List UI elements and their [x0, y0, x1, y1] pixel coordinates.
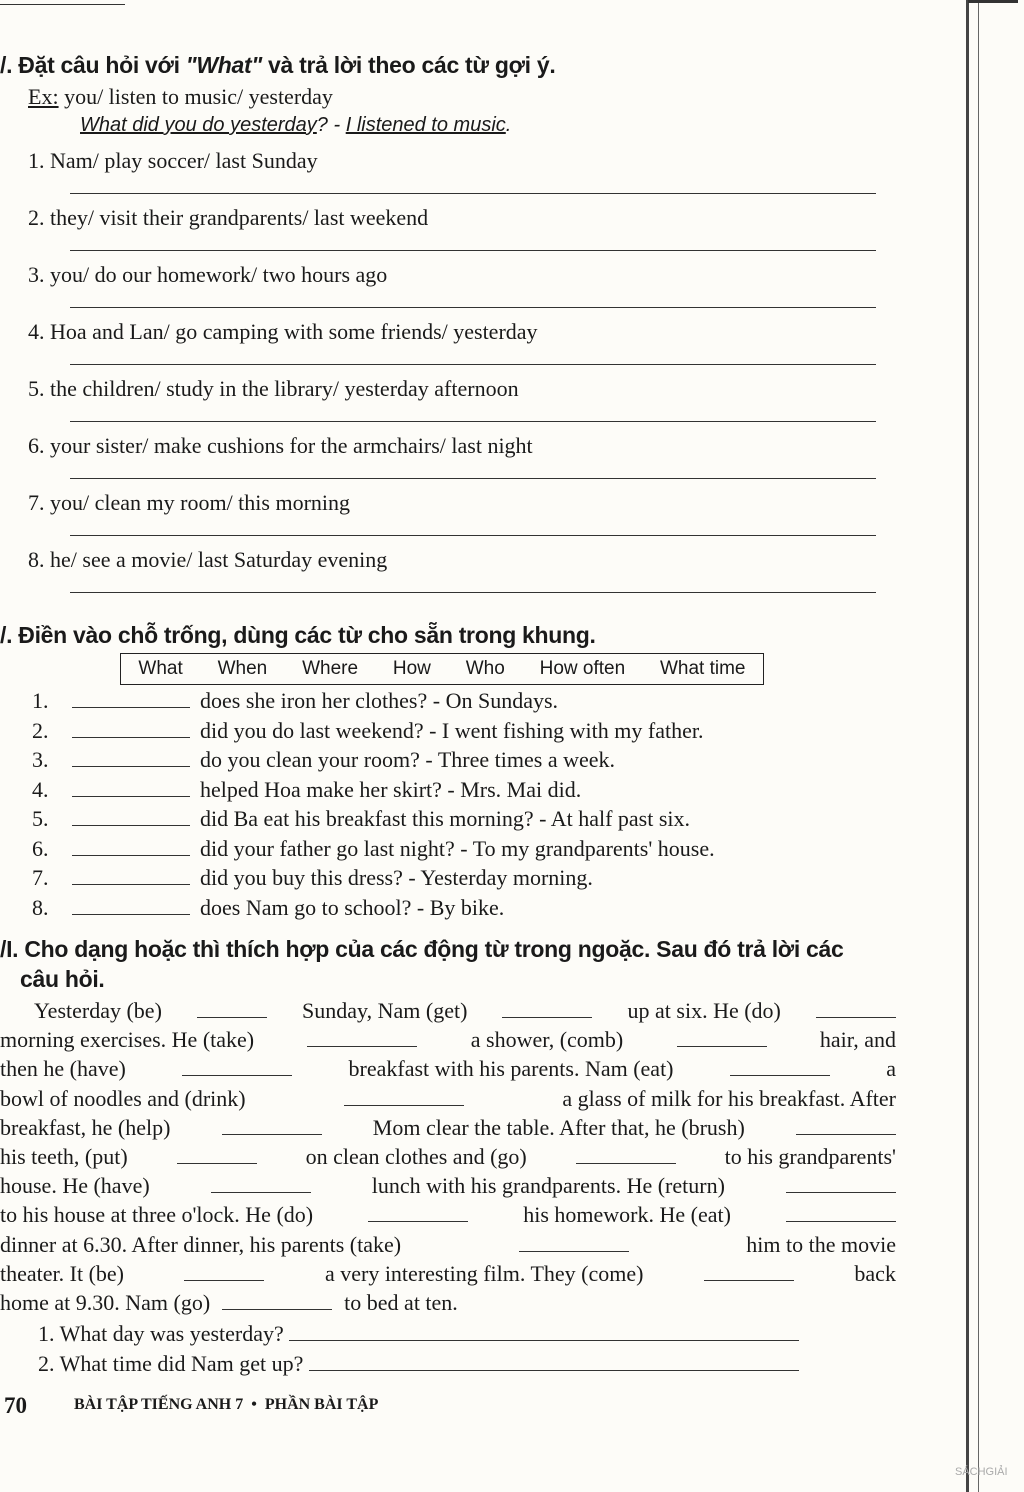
verb-blank	[222, 1291, 332, 1310]
page-number: 70	[4, 1393, 27, 1418]
verb-blank	[184, 1262, 264, 1281]
word-box	[120, 653, 764, 685]
item-number: 2.	[28, 205, 50, 230]
section5-heading: /. Điền vào chỗ trống, dùng các từ cho sẵn trong khung.	[0, 622, 596, 648]
word-option: Where	[302, 658, 359, 679]
verb-blank	[519, 1233, 629, 1252]
section6-heading-line1: /I. Cho dạng hoặc thì thích hợp của các động từ trong ngoặc. Sau đó trả lời các	[0, 936, 844, 962]
answer-line	[70, 364, 876, 365]
question-text: What time did Nam get up?	[59, 1351, 309, 1376]
answer-question	[38, 1321, 799, 1347]
item-prompt: you/ do our homework/ two hours ago	[50, 262, 388, 287]
fill-item	[32, 895, 504, 921]
question-item	[28, 433, 533, 459]
answer-question	[38, 1351, 799, 1377]
item-prompt: he/ see a movie/ last Saturday evening	[50, 547, 388, 572]
paragraph-text: lunch with his grandparents. He (return)	[371, 1173, 725, 1199]
item-text: did you do last weekend? - I went fishing with my father.	[200, 717, 704, 743]
paragraph-text: then he (have)	[0, 1056, 126, 1082]
paragraph-line	[0, 1232, 896, 1258]
item-prompt: your sister/ make cushions for the armchairs/ last night	[50, 433, 533, 458]
paragraph-text: to bed at ten.	[344, 1290, 458, 1315]
verb-blank	[796, 1116, 896, 1135]
item-number: 1.	[32, 688, 49, 713]
example-answer: What did you do yesterday? - I listened to music.	[80, 114, 512, 136]
item-number: 6.	[28, 433, 50, 458]
word-option: What time	[659, 658, 746, 679]
paragraph-text: a	[886, 1056, 896, 1082]
item-number: 1.	[28, 148, 50, 173]
fill-blank	[72, 896, 190, 915]
paragraph-line	[0, 1202, 896, 1228]
paragraph-text: up at six. He (do)	[627, 998, 781, 1023]
fill-item	[32, 777, 581, 803]
verb-blank	[211, 1174, 311, 1193]
item-prompt: they/ visit their grandparents/ last weekend	[50, 205, 429, 230]
paragraph-text: his teeth, (put)	[0, 1144, 128, 1169]
item-number: 5.	[32, 806, 49, 831]
item-text: do you clean your room? - Three times a week.	[200, 747, 616, 772]
verb-blank	[576, 1145, 676, 1164]
paragraph-text: on clean clothes and (go)	[305, 1144, 527, 1169]
fill-item	[32, 806, 690, 832]
word-option: How	[392, 658, 431, 679]
verb-blank	[197, 999, 267, 1018]
verb-blank	[730, 1057, 830, 1076]
paragraph-text: hair, and	[819, 1027, 896, 1053]
item-number: 4.	[32, 776, 49, 802]
paragraph-text: morning exercises. He (take)	[0, 1027, 255, 1053]
question-text: What day was yesterday?	[59, 1321, 290, 1346]
item-prompt: you/ clean my room/ this morning	[50, 490, 351, 515]
item-number: 6.	[32, 835, 49, 861]
paragraph-text: his homework. He (eat)	[523, 1202, 731, 1228]
paragraph-text: Sunday, Nam (get)	[302, 998, 468, 1023]
answer-blank	[309, 1352, 799, 1371]
paragraph-line	[0, 1261, 896, 1287]
question-item	[28, 148, 318, 174]
verb-blank	[182, 1057, 292, 1076]
paragraph-text: Yesterday (be)	[34, 998, 162, 1023]
paragraph-line	[0, 998, 896, 1024]
verb-blank	[786, 1174, 896, 1193]
section6-heading-line2: câu hỏi.	[20, 966, 105, 992]
fill-blank	[72, 778, 190, 797]
fill-blank	[72, 837, 190, 856]
question-item	[28, 376, 519, 402]
paragraph-text: him to the movie	[746, 1231, 896, 1257]
paragraph-text: Mom clear the table. After that, he (brush)	[372, 1114, 745, 1140]
verb-blank	[307, 1028, 417, 1047]
paragraph-line	[0, 1056, 896, 1082]
question-item	[28, 319, 538, 345]
item-text: does she iron her clothes? - On Sundays.	[200, 688, 559, 713]
answer-line	[70, 193, 876, 194]
verb-blank	[502, 999, 592, 1018]
item-text: does Nam go to school? - By bike.	[200, 894, 505, 920]
example-prompt: Ex: you/ listen to music/ yesterday	[28, 84, 333, 109]
fill-item	[32, 865, 593, 891]
paragraph-text: back	[854, 1260, 896, 1286]
item-prompt: Nam/ play soccer/ last Sunday	[50, 148, 318, 173]
item-number: 7.	[28, 490, 50, 515]
paragraph-text: house. He (have)	[0, 1173, 150, 1199]
fill-item	[32, 688, 558, 714]
paragraph-text: to his house at three o'lock. He (do)	[0, 1202, 314, 1228]
verb-blank	[344, 1087, 464, 1106]
paragraph-text: home at 9.30. Nam (go)	[0, 1290, 211, 1315]
fill-blank	[72, 689, 190, 708]
paragraph-text: breakfast with his parents. Nam (eat)	[348, 1056, 674, 1082]
answer-line	[70, 250, 876, 251]
item-number: 1.	[38, 1321, 60, 1346]
paragraph-line	[0, 1115, 896, 1141]
verb-blank	[786, 1203, 896, 1222]
fill-blank	[72, 807, 190, 826]
top-rule	[0, 4, 125, 5]
fill-item	[32, 718, 703, 744]
item-text: did you buy this dress? - Yesterday morning.	[200, 865, 593, 890]
answer-line	[70, 535, 876, 536]
answer-line	[70, 307, 876, 308]
item-number: 3.	[32, 747, 49, 772]
verb-blank	[222, 1116, 322, 1135]
verb-blank	[368, 1203, 468, 1222]
word-option: What	[138, 658, 183, 679]
paragraph-text: a very interesting film. They (come)	[324, 1260, 644, 1286]
paragraph-line	[0, 1027, 896, 1053]
footer-text: BÀI TẬP TIẾNG ANH 7 • PHẦN BÀI TẬP	[74, 1396, 379, 1413]
paragraph-text: a shower, (comb)	[470, 1027, 624, 1053]
fill-blank	[72, 719, 190, 738]
item-number: 8.	[32, 894, 49, 920]
verb-blank	[177, 1145, 257, 1164]
answer-line	[70, 592, 876, 593]
answer-line	[70, 421, 876, 422]
paragraph-text: dinner at 6.30. After dinner, his parents (take)	[0, 1231, 402, 1257]
verb-blank	[677, 1028, 767, 1047]
answer-blank	[289, 1322, 799, 1341]
paragraph-text: theater. It (be)	[0, 1260, 124, 1286]
verb-blank	[704, 1262, 794, 1281]
verb-blank	[816, 999, 896, 1018]
question-item	[28, 547, 387, 573]
paragraph-text: to his grandparents'	[724, 1144, 896, 1169]
paragraph-line	[0, 1290, 896, 1316]
word-option: When	[217, 658, 268, 679]
question-item	[28, 205, 428, 231]
paragraph-text: a glass of milk for his breakfast. After	[562, 1085, 896, 1111]
question-item	[28, 262, 387, 288]
paragraph-text: bowl of noodles and (drink)	[0, 1085, 246, 1111]
section4-heading: /. Đặt câu hỏi với "What" và trả lời theo các từ gợi ý.	[0, 52, 556, 78]
item-number: 2.	[38, 1351, 60, 1376]
question-item	[28, 490, 350, 516]
item-number: 4.	[28, 319, 50, 344]
item-text: did your father go last night? - To my grandparents' house.	[200, 835, 715, 861]
fill-blank	[72, 748, 190, 767]
item-number: 5.	[28, 376, 50, 401]
item-prompt: Hoa and Lan/ go camping with some friends/ yesterday	[50, 319, 538, 344]
item-number: 8.	[28, 547, 50, 572]
word-option: Who	[465, 658, 505, 679]
watermark: SÁCHGIẢI	[955, 1466, 1008, 1478]
paragraph-line	[0, 1173, 896, 1199]
item-text: helped Hoa make her skirt? - Mrs. Mai did.	[200, 776, 582, 802]
fill-item	[32, 836, 715, 862]
paragraph-line	[0, 1144, 896, 1170]
item-number: 2.	[32, 717, 49, 743]
paragraph-line	[0, 1086, 896, 1112]
fill-item	[32, 747, 615, 773]
item-prompt: the children/ study in the library/ yesterday afternoon	[50, 376, 519, 401]
fill-blank	[72, 866, 190, 885]
item-number: 7.	[32, 865, 49, 890]
item-text: did Ba eat his breakfast this morning? - At half past six.	[200, 806, 691, 831]
book-spine	[966, 0, 1020, 1492]
item-number: 3.	[28, 262, 50, 287]
word-option: How often	[539, 658, 626, 679]
paragraph-text: breakfast, he (help)	[0, 1114, 171, 1140]
answer-line	[70, 478, 876, 479]
